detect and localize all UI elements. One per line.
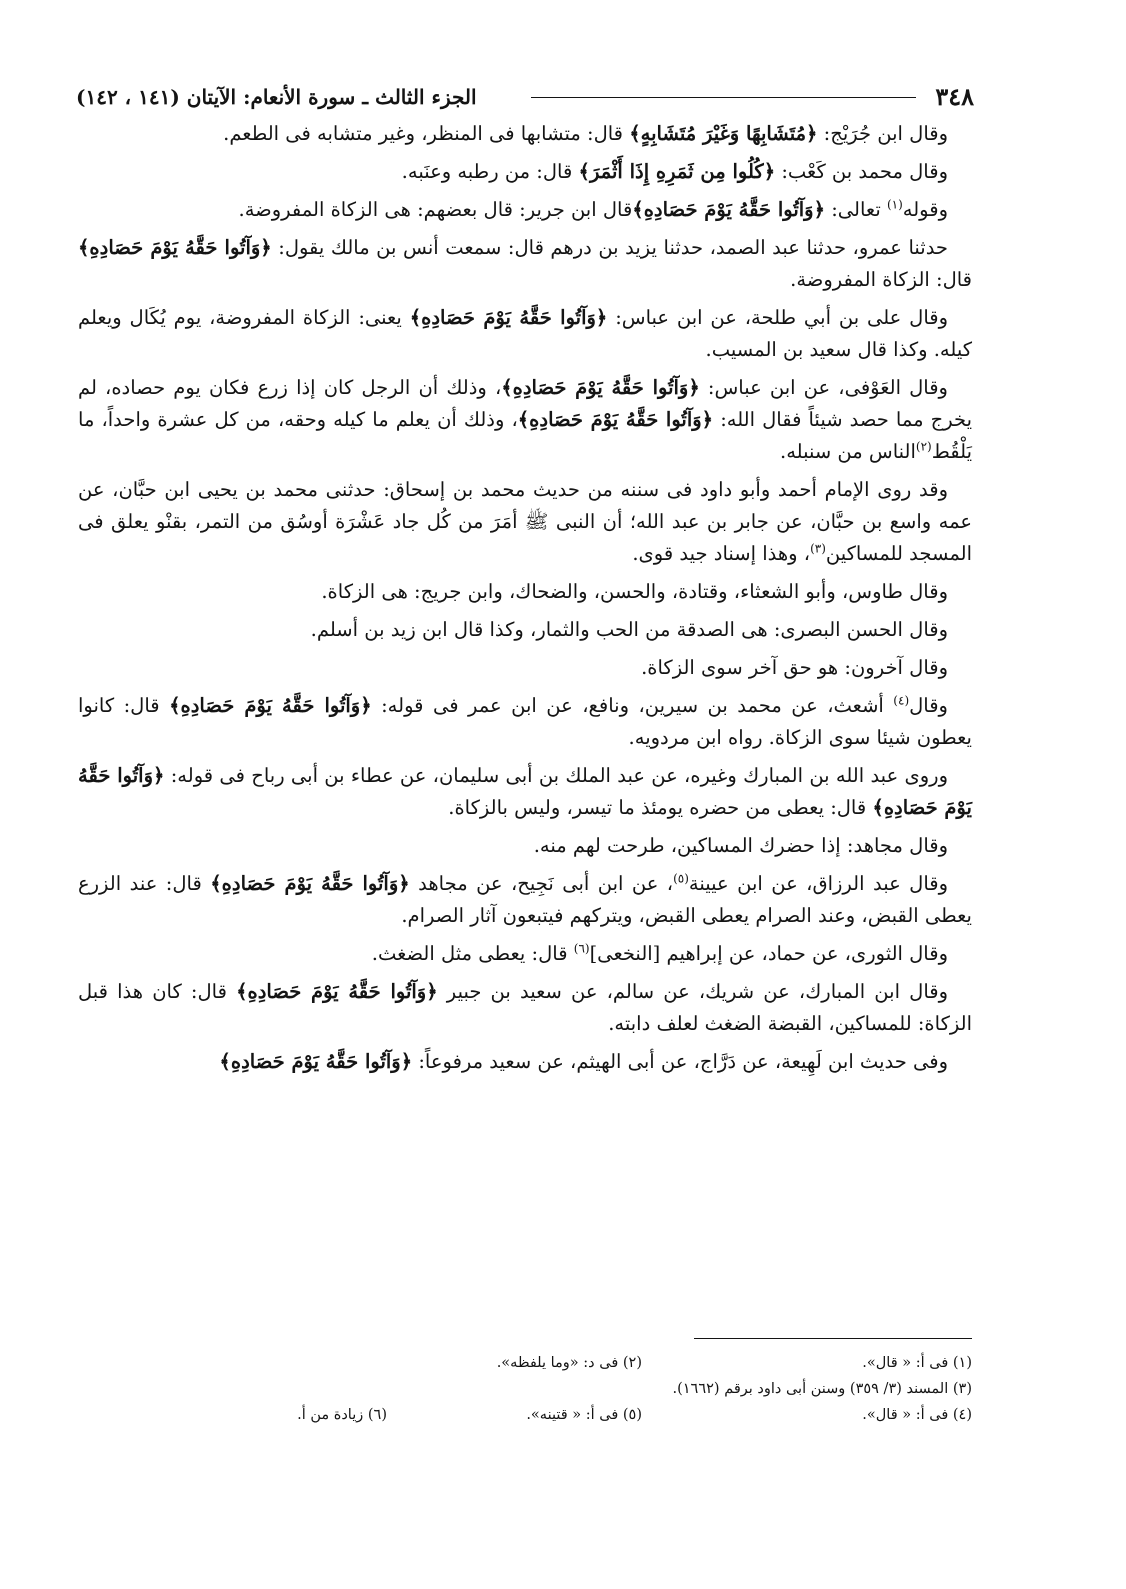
quran-verse: ﴿وَآتُوا حَقَّهُ يَوْمَ حَصَادِهِ﴾	[632, 198, 826, 221]
text-segment: قال: كانوا يعطون شيئا سوى الزكاة. رواه ابن مردويه.	[78, 694, 972, 749]
footnote-6: (٦) زيادة من أ.	[297, 1407, 387, 1423]
text-segment: تعالى:	[825, 198, 887, 221]
footnote-3: (٣) المسند (٣/ ٣٥٩) وسنن أبى داود برقم (١٦٦٢).	[672, 1381, 972, 1397]
quran-verse: ﴿وَآتُوا حَقَّهُ يَوْمَ حَصَادِهِ﴾	[409, 306, 608, 329]
paragraph	[78, 372, 972, 468]
paragraph	[78, 576, 972, 608]
body-text	[78, 118, 972, 1084]
text-segment: وقوله	[902, 198, 948, 221]
text-segment: وقال عبد الرزاق، عن ابن عيينة	[688, 872, 949, 895]
text-segment: وقال ابن المبارك، عن شريك، عن سالم، عن سعيد بن جبير	[437, 980, 948, 1003]
quran-verse: ﴿وَآتُوا حَقَّهُ يَوْمَ حَصَادِهِ﴾	[501, 376, 700, 399]
footnote-marker: (٢)	[915, 439, 932, 454]
footnote-marker: (٦)	[573, 941, 590, 956]
text-segment: قال: الزكاة المفروضة.	[790, 268, 972, 291]
paragraph	[78, 830, 972, 862]
paragraph	[78, 652, 972, 684]
text-segment: وروى عبد الله بن المبارك وغيره، عن عبد الملك بن أبى سليمان، عن عطاء بن أبى رباح فى قوله:	[164, 764, 949, 787]
text-segment: قال: كان هذا قبل الزكاة: للمساكين، القبضة الضغث لعلف دابته.	[78, 980, 972, 1035]
footnote-separator	[694, 1338, 972, 1339]
paragraph	[78, 938, 972, 970]
paragraph	[78, 976, 972, 1040]
footnote-row	[78, 1402, 972, 1428]
text-segment: الناس من سنبله.	[780, 440, 916, 463]
paragraph	[78, 156, 972, 188]
text-segment: قال: من رطبه وعنَبه.	[401, 160, 579, 183]
paragraph	[78, 868, 972, 932]
text-segment: قال ابن جرير: قال بعضهم: هى الزكاة المفروضة.	[238, 198, 633, 221]
text-segment: قال: عند الزرع يعطى القبض، وعند الصرام يعطى القبض، ويتركهم فيتبعون آثار الصرام.	[78, 872, 972, 927]
page-header	[76, 82, 974, 112]
text-segment: ، وهذا إسناد جيد قوى.	[632, 542, 811, 565]
text-segment: وقال محمد بن كَعْب:	[775, 160, 948, 183]
text-segment: وفى حديث ابن لَهِيعة، عن دَرَّاج، عن أبى الهيثم، عن سعيد مرفوعاً:	[412, 1050, 948, 1073]
text-segment: وقال مجاهد: إذا حضرك المساكين، طرحت لهم منه.	[533, 834, 948, 857]
text-segment: وقال طاوس، وأبو الشعثاء، وقتادة، والحسن، والضحاك، وابن جريج: هى الزكاة.	[321, 580, 948, 603]
footnote-marker: (٤)	[893, 693, 910, 708]
text-segment: حدثنا عمرو، حدثنا عبد الصمد، حدثنا يزيد بن درهم قال: سمعت أنس بن مالك يقول:	[271, 236, 948, 259]
text-segment: وقال آخرون: هو حق آخر سوى الزكاة.	[641, 656, 948, 679]
footnote-row	[78, 1350, 972, 1376]
text-segment: ، عن ابن أبى نَجِيح، عن مجاهد	[409, 872, 674, 895]
text-segment: وقال الثورى، عن حماد، عن إبراهيم [النخعى]	[589, 942, 948, 965]
paragraph	[78, 232, 972, 296]
quran-verse: ﴿كُلُوا مِن ثَمَرِهِ إِذَا أَثْمَرَ﴾	[578, 160, 776, 183]
running-title: الجزء الثالث ـ سورة الأنعام: الآيتان (١٤١ ، ١٤٢)	[76, 85, 477, 109]
paragraph	[78, 760, 972, 824]
quran-verse: ﴿وَآتُوا حَقَّهُ يَوْمَ حَصَادِهِ﴾	[169, 694, 372, 717]
text-segment: وقال	[909, 694, 948, 717]
paragraph	[78, 690, 972, 754]
text-segment: أشعث، عن محمد بن سيرين، ونافع، عن ابن عمر فى قوله:	[371, 694, 894, 717]
text-segment: وقال على بن أبي طلحة، عن ابن عباس:	[607, 306, 948, 329]
footnotes	[78, 1350, 972, 1428]
quran-verse: ﴿وَآتُوا حَقَّهُ يَوْمَ حَصَادِهِ﴾	[219, 1050, 413, 1073]
footnote-1: (١) فى أ: « قال».	[862, 1355, 972, 1371]
footnote-5: (٥) فى أ: « قتينه».	[526, 1407, 642, 1423]
text-segment: ، وذلك أن الرجل كان إذا زرع فكان يوم حصاده، لم يخرج مما حصد شيئاً فقال الله:	[78, 376, 972, 431]
paragraph	[78, 194, 972, 226]
footnote-row	[78, 1376, 972, 1402]
quran-verse: ﴿وَآتُوا حَقَّهُ يَوْمَ حَصَادِهِ﴾	[517, 408, 714, 431]
paragraph	[78, 1046, 972, 1078]
page-number: ٣٤٨	[935, 82, 974, 111]
footnote-marker: (١)	[886, 197, 903, 212]
paragraph	[78, 614, 972, 646]
footnote-2: (٢) فى د: «وما يلفظه».	[496, 1355, 642, 1371]
header-rule	[531, 97, 916, 98]
paragraph	[78, 302, 972, 366]
text-segment: قال: متشابها فى المنظر، وغير متشابه فى الطعم.	[223, 122, 630, 145]
quran-verse: ﴿وَآتُوا حَقَّهُ يَوْمَ حَصَادِهِ﴾	[210, 872, 410, 895]
text-segment: وقال العَوْفى، عن ابن عباس:	[699, 376, 948, 399]
text-segment: وقال ابن جُرَيْج:	[817, 122, 948, 145]
footnote-marker: (٥)	[673, 871, 689, 886]
paragraph	[78, 118, 972, 150]
quran-verse: ﴿وَآتُوا حَقَّهُ يَوْمَ حَصَادِهِ﴾	[236, 980, 438, 1003]
quran-verse: ﴿وَآتُوا حَقَّهُ يَوْمَ حَصَادِهِ﴾	[78, 764, 972, 819]
text-segment: ، وذلك أن يعلم ما كيله وحقه، من كل عشرة واحداً، ما يَلْقُط	[78, 408, 972, 463]
footnote-marker: (٣)	[810, 541, 826, 556]
text-segment: يعنى: الزكاة المفروضة، يوم يُكَال ويعلم كيله. وكذا قال سعيد بن المسيب.	[78, 306, 972, 361]
text-segment: وقال الحسن البصرى: هى الصدقة من الحب والثمار، وكذا قال ابن زيد بن أسلم.	[310, 618, 948, 641]
paragraph	[78, 474, 972, 570]
footnote-4: (٤) فى أ: « قال».	[862, 1407, 972, 1423]
text-segment: قال: يعطى مثل الضغث.	[371, 942, 574, 965]
text-segment: وقد روى الإمام أحمد وأبو داود فى سننه من حديث محمد بن إسحاق: حدثنى محمد بن يحيى ابن حبَّان، عن عمه واسع بن حبَّان، عن جابر بن عبد الله؛ أن النبى ﷺ أمَرَ من كُل جاد عَشْرَة أوسُق من التمر، بقنْو يعلق فى المسجد للمساكين	[78, 478, 972, 565]
text-segment: قال: يعطى من حضره يومئذ ما تيسر، وليس بالزكاة.	[448, 796, 873, 819]
quran-verse: ﴿مُتَشَابِهًا وَغَيْرَ مُتَشَابِهٍ﴾	[629, 122, 818, 145]
quran-verse: ﴿وَآتُوا حَقَّهُ يَوْمَ حَصَادِهِ﴾	[78, 236, 272, 259]
